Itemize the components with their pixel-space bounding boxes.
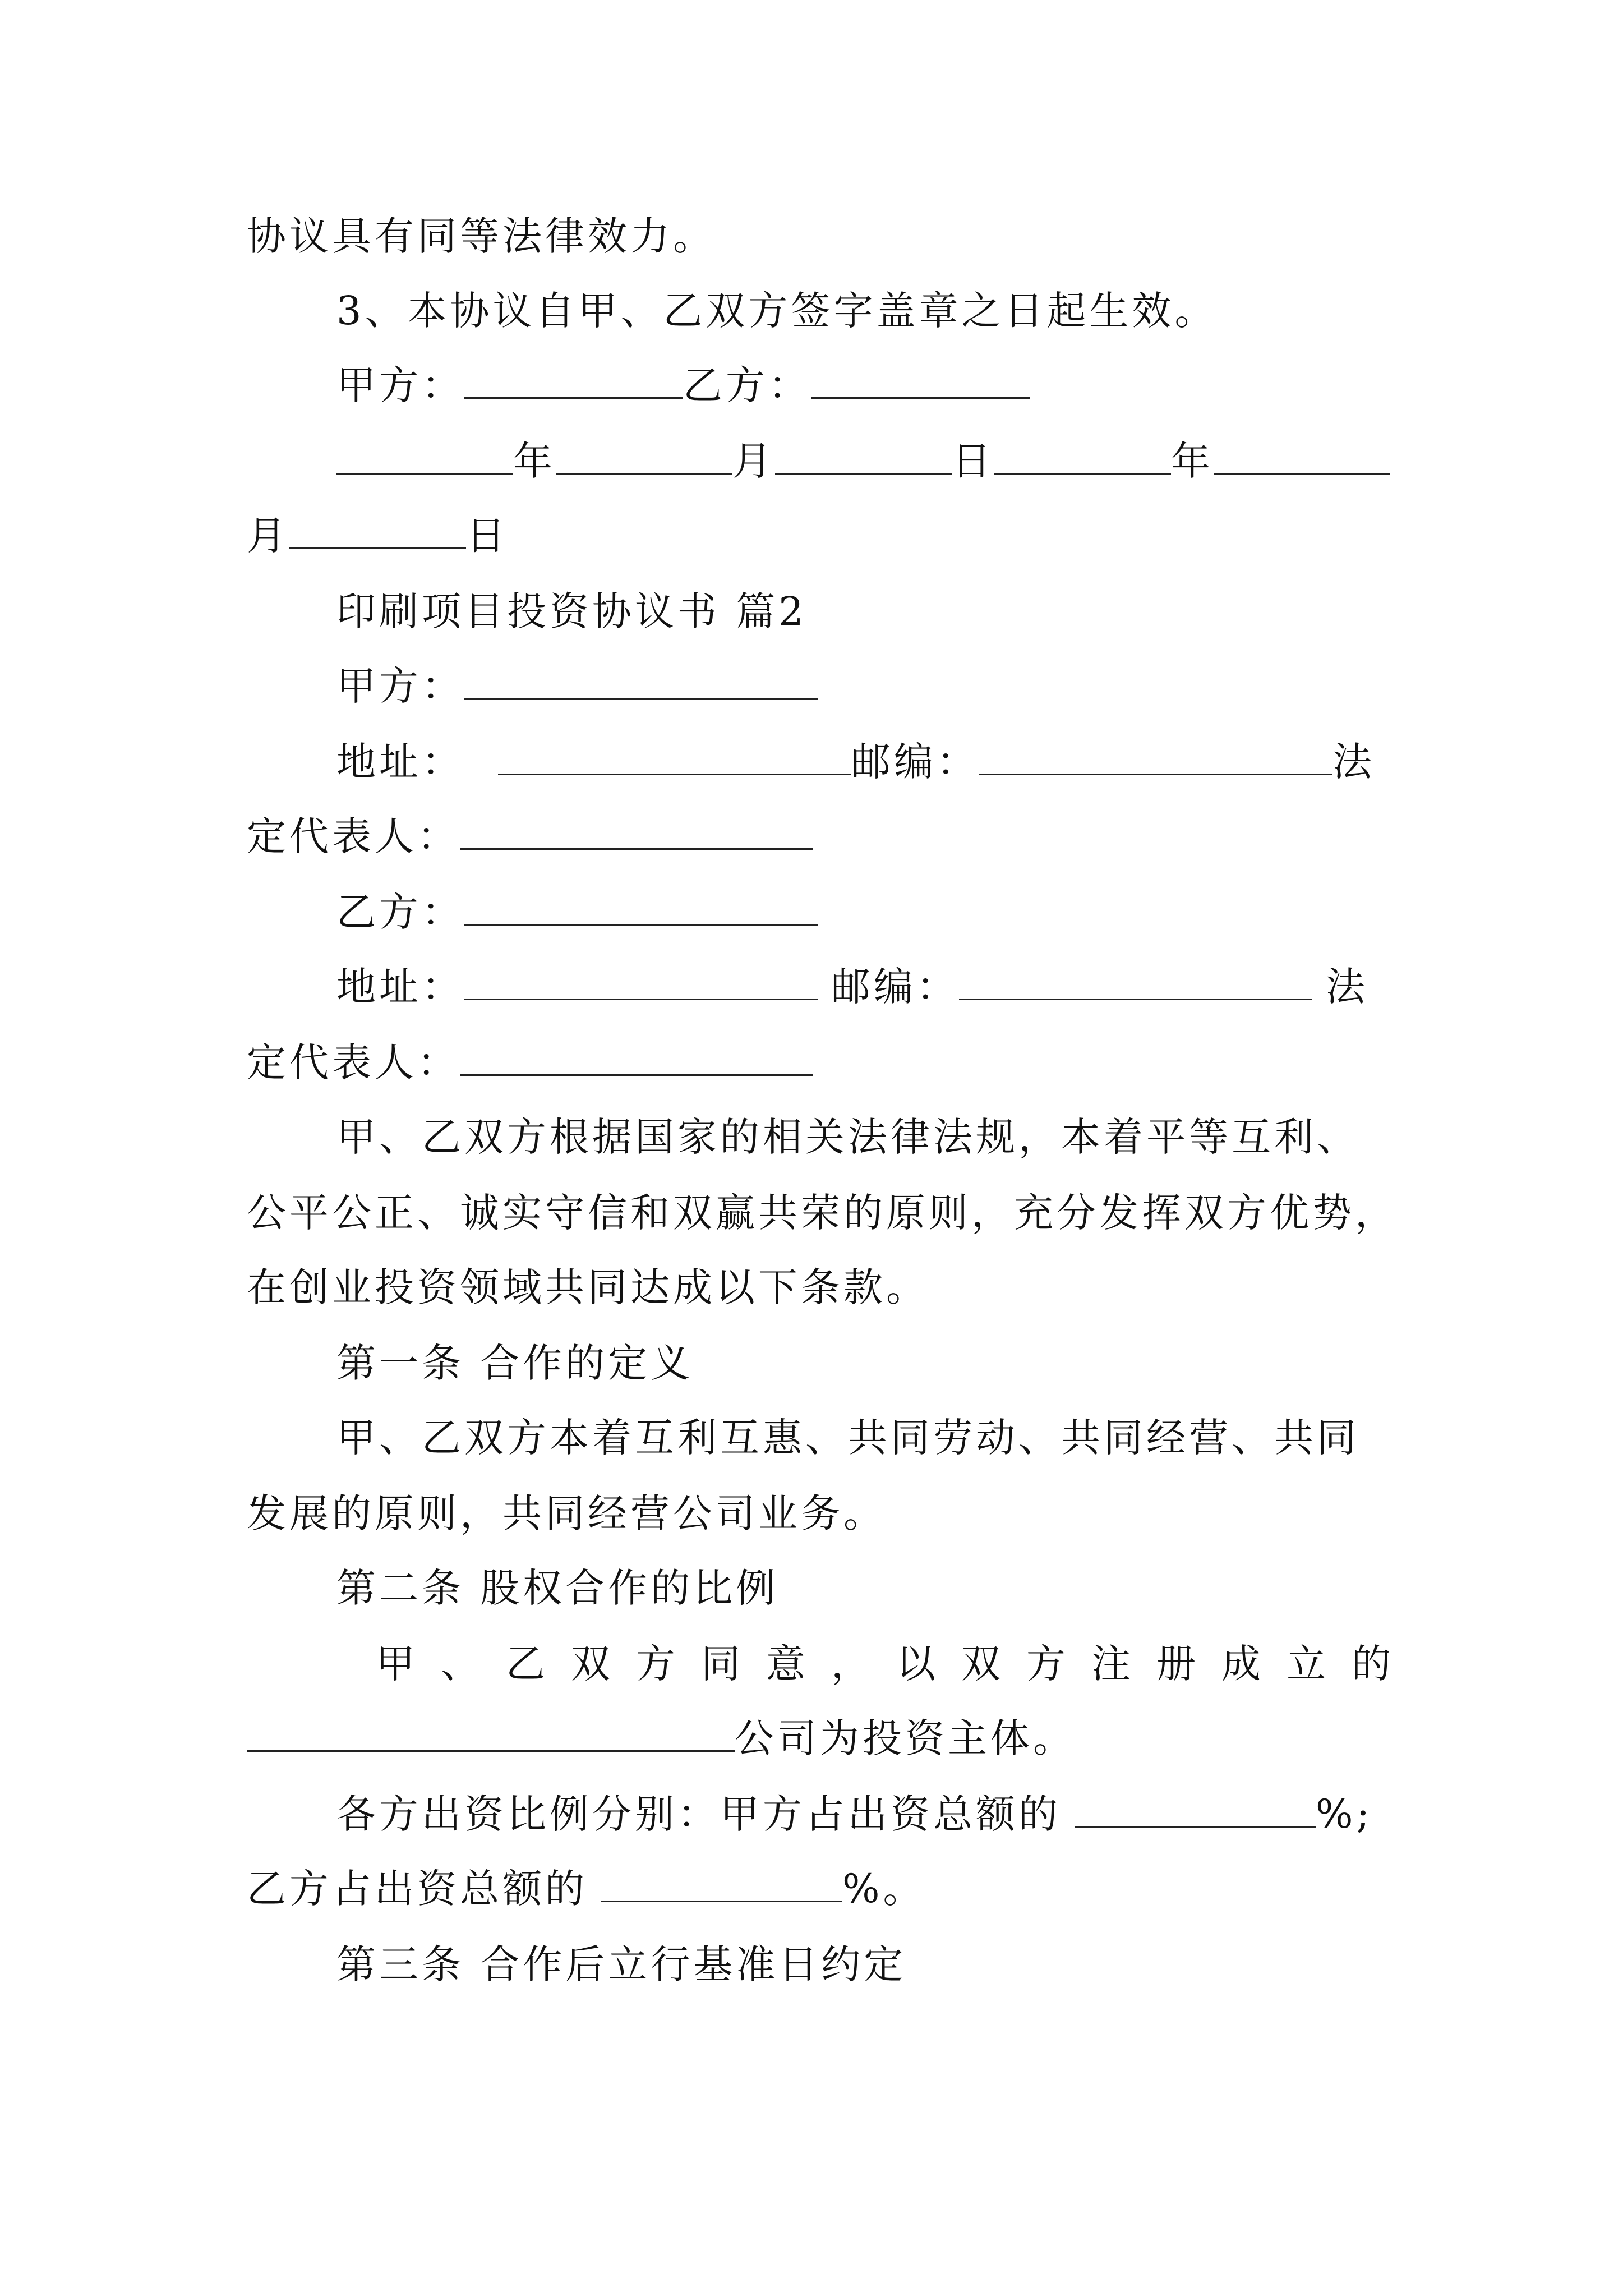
- party-a-line: [336, 661, 1391, 711]
- paragraph-text: 在创业投资领域共同达成以下条款。: [247, 1264, 929, 1310]
- paragraph-line: [336, 1412, 1391, 1463]
- party-a-sign-label: 甲方：: [336, 362, 464, 408]
- article-2-heading: 第二条 股权合作的比例: [336, 1565, 779, 1611]
- day-blank[interactable]: [289, 513, 466, 549]
- day-label: 日: [466, 513, 509, 559]
- agreement-title: 印刷项目投资协议书 篇2: [336, 588, 807, 634]
- ratio-text: 各方出资比例分别：甲方占出资总额的: [336, 1791, 1061, 1837]
- spread-char: 同: [701, 1641, 740, 1687]
- spread-char: 以: [896, 1641, 935, 1687]
- month-blank[interactable]: [556, 438, 732, 475]
- party-b-sign-blank[interactable]: [811, 362, 1030, 399]
- company-name-blank[interactable]: [247, 1715, 735, 1752]
- party-b-legal-line: [247, 1037, 1391, 1088]
- date-line: [336, 436, 1391, 486]
- ratio-line: [247, 1864, 1391, 1914]
- legal-rep-label-head: 法: [1332, 739, 1375, 785]
- legal-rep-label-head: 法: [1326, 964, 1368, 1010]
- spread-char: 册: [1156, 1641, 1196, 1687]
- spread-char: 方: [1026, 1641, 1066, 1687]
- spread-char: ，: [831, 1641, 870, 1687]
- spread-char: 方: [636, 1641, 675, 1687]
- paragraph-text: 公平公正、诚实守信和双赢共荣的原则，充分发挥双方优势，: [247, 1190, 1398, 1236]
- spread-char: 、: [441, 1641, 480, 1687]
- party-a-name-blank[interactable]: [464, 663, 818, 700]
- article-heading: [336, 1939, 1391, 1990]
- spread-char: 成: [1221, 1641, 1261, 1687]
- party-b-address-line: [336, 961, 1391, 1012]
- spread-char: 注: [1091, 1641, 1131, 1687]
- spread-char: 双: [961, 1641, 1000, 1687]
- section-title: [336, 586, 1391, 637]
- month-label: 月: [732, 438, 775, 484]
- text-line: [247, 211, 1391, 261]
- party-b-line: [336, 887, 1391, 937]
- zip-label: 邮编：: [831, 964, 959, 1010]
- clause-text: 协议具有同等法律效力。: [247, 213, 716, 259]
- paragraph-text: 发展的原则，共同经营公司业务。: [247, 1490, 886, 1536]
- paragraph-line: [336, 1112, 1391, 1162]
- address-blank[interactable]: [464, 964, 818, 1000]
- address-label: 地址：: [336, 739, 464, 785]
- legal-rep-blank[interactable]: [460, 1039, 813, 1076]
- day-label: 日: [952, 438, 994, 484]
- year-blank[interactable]: [994, 438, 1171, 475]
- spread-char: 立: [1287, 1641, 1326, 1687]
- ratio-line: [336, 1789, 1391, 1839]
- paragraph-text: 公司为投资主体。: [735, 1715, 1076, 1761]
- year-label: 年: [1171, 438, 1214, 484]
- spread-char: 乙: [506, 1641, 545, 1687]
- article-heading: [336, 1563, 1391, 1613]
- paragraph-text: 甲、乙双方根据国家的相关法律法规，本着平等互利、: [336, 1114, 1359, 1160]
- signature-line: [336, 360, 1391, 411]
- party-b-percent-blank[interactable]: [601, 1866, 842, 1902]
- percent-sign: %;: [1316, 1791, 1373, 1837]
- clause-text: 3、本协议自甲、乙双方签字盖章之日起生效。: [336, 288, 1218, 334]
- party-a-sign-blank[interactable]: [464, 362, 683, 399]
- article-heading: [336, 1338, 1391, 1388]
- day-blank[interactable]: [775, 438, 952, 475]
- zip-blank[interactable]: [979, 739, 1332, 775]
- spread-char: 双: [571, 1641, 610, 1687]
- month-blank[interactable]: [1214, 438, 1390, 475]
- legal-rep-blank[interactable]: [460, 813, 813, 850]
- spread-char: 的: [1352, 1641, 1391, 1687]
- party-b-name-blank[interactable]: [464, 889, 818, 926]
- percent-sign: %。: [842, 1866, 926, 1912]
- party-b-label: 乙方：: [336, 889, 464, 935]
- article-1-heading: 第一条 合作的定义: [336, 1340, 694, 1386]
- party-b-sign-label: 乙方：: [683, 362, 811, 408]
- company-line: [247, 1713, 1391, 1764]
- year-blank[interactable]: [336, 438, 513, 475]
- legal-rep-label-tail: 定代表人：: [247, 813, 460, 859]
- address-label: 地址：: [336, 964, 464, 1010]
- paragraph-line: [247, 1262, 1391, 1313]
- month-label: 月: [247, 513, 289, 559]
- party-a-percent-blank[interactable]: [1075, 1791, 1316, 1828]
- address-blank[interactable]: [498, 739, 851, 775]
- party-a-address-line: [336, 737, 1391, 787]
- zip-label: 邮编：: [851, 739, 979, 785]
- spread-char: 甲: [376, 1641, 415, 1687]
- paragraph-line-justified: [376, 1639, 1391, 1689]
- paragraph-line: [247, 1188, 1398, 1238]
- paragraph-line: [247, 1488, 1391, 1539]
- article-3-heading: 第三条 合作后立行基准日约定: [336, 1941, 907, 1987]
- party-a-label: 甲方：: [336, 663, 464, 709]
- paragraph-text: 甲、乙双方本着互利互惠、共同劳动、共同经营、共同: [336, 1415, 1359, 1461]
- year-label: 年: [513, 438, 556, 484]
- legal-rep-label-tail: 定代表人：: [247, 1039, 460, 1085]
- date-line: [247, 510, 1391, 561]
- text-line: [336, 286, 1391, 336]
- zip-blank[interactable]: [959, 964, 1312, 1000]
- spread-char: 意: [766, 1641, 805, 1687]
- party-a-legal-line: [247, 811, 1391, 862]
- ratio-text: 乙方占出资总额的: [247, 1866, 588, 1912]
